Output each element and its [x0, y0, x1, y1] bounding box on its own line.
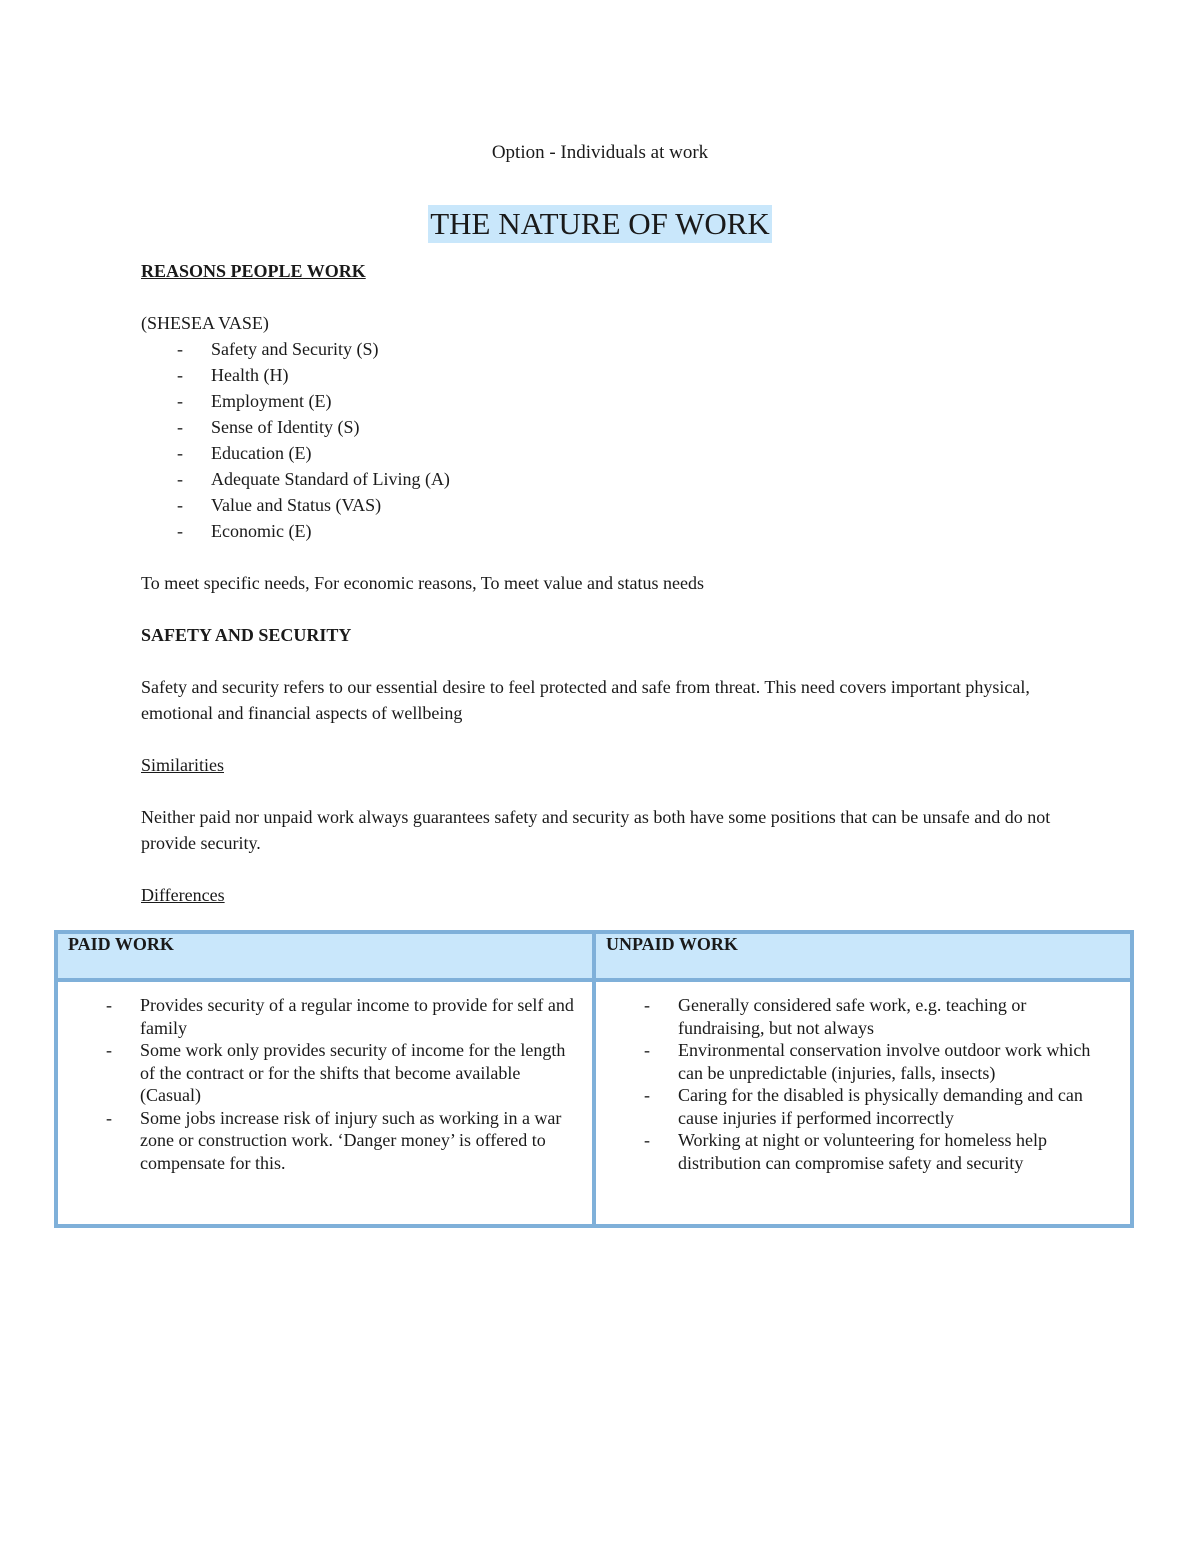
similarities-heading: Similarities: [141, 755, 224, 775]
reasons-list-item: [141, 492, 1081, 518]
dash-bullet: -: [177, 443, 183, 463]
reasons-list-item: [141, 518, 1081, 544]
differences-heading: Differences: [141, 885, 225, 905]
document-subtitle: Option - Individuals at work: [491, 142, 709, 163]
reason-text: Employment (E): [211, 391, 332, 411]
dash-bullet: -: [644, 1085, 650, 1105]
list-item: [68, 994, 582, 1039]
dash-bullet: -: [177, 391, 183, 411]
unpaid-item-text: Working at night or volunteering for homeless help distribution can compromise safety and security: [678, 1130, 1047, 1173]
similarities-text: Neither paid nor unpaid work always guarantees safety and security as both have some positions that can be unsafe and do not provide security.: [141, 807, 1051, 853]
dash-bullet: -: [177, 339, 183, 359]
dash-bullet: -: [644, 1040, 650, 1060]
dash-bullet: -: [644, 995, 650, 1015]
dash-bullet: -: [106, 1107, 112, 1128]
spacer: [141, 856, 1081, 882]
reason-text: Safety and Security (S): [211, 339, 379, 359]
unpaid-item-text: Generally considered safe work, e.g. teaching or fundraising, but not always: [678, 995, 1027, 1038]
table-row: [56, 980, 1132, 1226]
paid-item-text: Some work only provides security of income for the length of the contract or for the shifts that become available (Casual): [140, 1040, 566, 1105]
safety-heading: SAFETY AND SECURITY: [141, 625, 352, 645]
reason-text: Value and Status (VAS): [211, 495, 382, 515]
differences-table-wrapper: [54, 930, 1134, 1228]
dash-bullet: -: [177, 417, 183, 437]
dash-bullet: -: [177, 495, 183, 515]
reasons-heading: REASONS PEOPLE WORK: [141, 261, 366, 281]
safety-definition: Safety and security refers to our essential desire to feel protected and safe from threat. This need covers important physical, emotional and financial aspects of wellbeing: [141, 677, 1030, 723]
list-item: [606, 1039, 1120, 1084]
dash-bullet: -: [644, 1130, 650, 1150]
spacer: [141, 648, 1081, 674]
differences-table: [54, 930, 1134, 1228]
acronym-line: (SHESEA VASE): [141, 313, 269, 333]
main-content: [141, 258, 1081, 908]
dash-bullet: -: [106, 1040, 112, 1060]
reason-text: Education (E): [211, 443, 312, 463]
list-item: [606, 1129, 1120, 1174]
spacer: [141, 544, 1081, 570]
reason-text: Health (H): [211, 365, 289, 385]
reasons-list-item: [141, 414, 1081, 440]
spacer: [141, 726, 1081, 752]
paid-work-list: [68, 994, 582, 1174]
title-wrapper: [0, 205, 1200, 243]
unpaid-work-header: UNPAID WORK: [594, 932, 1132, 980]
document-title: THE NATURE OF WORK: [430, 206, 770, 241]
unpaid-item-text: Environmental conservation involve outdoor work which can be unpredictable (injuries, falls, insects): [678, 1040, 1091, 1083]
reason-text: Adequate Standard of Living (A): [211, 469, 450, 489]
reason-text: Sense of Identity (S): [211, 417, 360, 437]
spacer: [141, 284, 1081, 310]
reasons-list-item: [141, 440, 1081, 466]
paid-item-text: Provides security of a regular income to provide for self and family: [140, 995, 574, 1038]
dash-bullet: -: [177, 469, 183, 489]
list-item: [68, 1039, 582, 1107]
dash-bullet: -: [177, 365, 183, 385]
dash-bullet: -: [106, 995, 112, 1015]
dash-bullet: -: [177, 521, 183, 541]
list-item: [606, 994, 1120, 1039]
paid-work-header: PAID WORK: [56, 932, 594, 980]
reasons-list-item: [141, 336, 1081, 362]
paid-item-text: Some jobs increase risk of injury such as working in a war zone or construction work. ‘Danger money’ is offered to compensate for this.: [140, 1107, 562, 1173]
spacer: [141, 778, 1081, 804]
reasons-summary: To meet specific needs, For economic reasons, To meet value and status needs: [141, 573, 704, 593]
list-item: [68, 1107, 582, 1175]
reasons-list: [141, 336, 1081, 544]
spacer: [141, 596, 1081, 622]
unpaid-work-list: [606, 994, 1120, 1174]
unpaid-item-text: Caring for the disabled is physically demanding and can cause injuries if performed incorrectly: [678, 1085, 1083, 1128]
reasons-list-item: [141, 388, 1081, 414]
paid-work-cell: [56, 980, 594, 1226]
reasons-list-item: [141, 362, 1081, 388]
reason-text: Economic (E): [211, 521, 312, 541]
unpaid-work-cell: [594, 980, 1132, 1226]
table-header-row: [56, 932, 1132, 980]
list-item: [606, 1084, 1120, 1129]
reasons-list-item: [141, 466, 1081, 492]
